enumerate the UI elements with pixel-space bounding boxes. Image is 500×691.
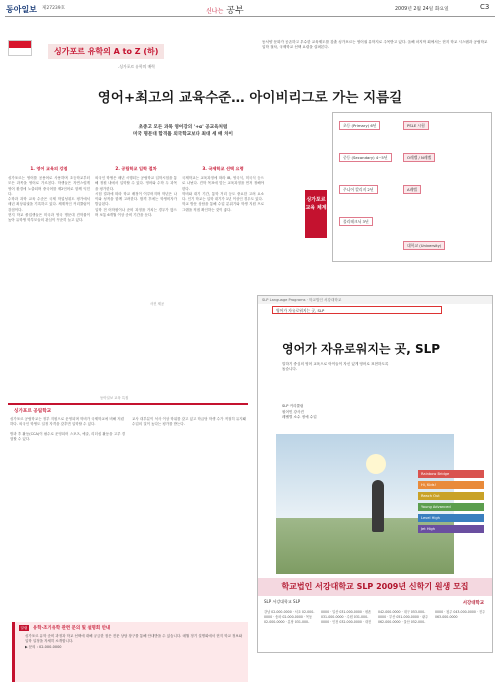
sun-glare [366, 454, 386, 474]
ad-headline: 영어가 자유로워지는 곳, SLP [282, 342, 441, 356]
diagram-node: 주니어 칼리지 2년 [339, 185, 378, 194]
column-heading: 3. 국제학교 선택 요령 [202, 166, 244, 171]
notice-body [25, 634, 245, 650]
article-column-2 [95, 160, 177, 218]
article-credit: 동아일보 교육 특집 [100, 396, 129, 400]
article-column-1 [8, 160, 90, 224]
column-heading: 2. 공립학교 입학 절차 [115, 166, 157, 171]
trumpet-player-figure [372, 480, 384, 532]
article-paragraph: 학교 방문 상담을 통해 수업 분위기와 학생 지원 프로그램을 직접 확인하는 것이 좋다. [182, 202, 264, 212]
notice-icon: 알림 [20, 626, 28, 630]
public-school-box [8, 403, 248, 618]
singapore-flag-icon [8, 40, 32, 56]
photo-credit: 사진 제공 [150, 302, 165, 306]
box-paragraph: 싱가포르 공립학교는 정부 지원으로 운영되며 학비가 국제학교에 비해 저렴하다. 외국인 학생도 일정 자격을 갖추면 입학할 수 있다. [10, 417, 124, 427]
diagram-node: PSLE 시험 [403, 121, 429, 130]
article-paragraph: 외국인 학생은 매년 시행되는 공립학교 입학시험을 통해 정원 내에서 입학할 수 있다. 영어와 수학 두 과목을 평가한다. [95, 176, 177, 191]
subheadline-line: 초중고 모든 과목 영어강의 '+α' 공교육처럼 [138, 125, 228, 130]
subheadline-line: 미국 명문대 합격률 외국학교보다 최대 세 배 차이 [133, 132, 233, 137]
ad-feature-item: 레벨별 소수 정예 수업 [282, 415, 317, 420]
ad-level-list [418, 470, 484, 536]
section-title [206, 3, 244, 16]
column-heading: 1. 영어 교육의 강점 [30, 166, 68, 171]
ad-features [282, 404, 442, 421]
diagram-node: 폴리테크닉 3년 [339, 217, 373, 226]
ad-subtext: 말하기 중심의 영어 교육으로 아이들이 자신 있게 영어로 표현하도록 돕습니다. [282, 362, 389, 372]
header-rule [5, 16, 495, 17]
section-title-a: 신나는 [206, 8, 224, 15]
article-paragraph: 싱가포르는 영어를 공용어로 사용하며 초등학교부터 모든 과목을 영어로 가르친다. 학생들은 자연스럽게 영어 환경에 노출되며 중국어를 제2언어로 함께 익힌다. [8, 176, 90, 196]
ad-feature-item: 원어민 강사진 [282, 409, 304, 414]
brand-logo: 동아일보 [6, 5, 37, 14]
notice-text: 싱가포르 유학 준비 과정과 학교 선택에 대해 궁금한 점은 전문 상담 창구를 통해 안내받을 수 있습니다. 매월 정기 설명회에서 현지 학교 정보와 입학 일정을 자세히 소개합니다. [25, 634, 243, 644]
level-badge: Level High [418, 514, 484, 522]
notice-heading: 유학·조기유학 관련 문의 및 설명회 안내 [33, 626, 111, 631]
diagram-node: A레벨 [403, 185, 421, 194]
diagram-side-label: 싱가포르 교육 체계 [305, 190, 327, 238]
ad-feature-item: SLP 커리큘럼 [282, 404, 304, 408]
sogang-logo: 서강대학교 [462, 601, 484, 606]
subheadline [118, 124, 248, 138]
article-paragraph: 현지 학교 졸업생들은 미국과 영국 명문대 진학률이 높아 유학생 학부모들의 관심이 꾸준히 늘고 있다. [8, 213, 90, 223]
ad-recruit-banner: 학교법인 서강대학교 SLP 2009년 신학기 원생 모집 [258, 578, 492, 596]
box-paragraph: 교사 대부분이 석사 이상 학위를 갖고 있고 학급당 학생 수가 적절히 유지돼 수업의 질이 높다는 평가를 받는다. [132, 417, 246, 427]
section-title-b: 공부 [226, 6, 244, 16]
ad-tagline: 영어가 자유로워지는 곳, SLP [272, 306, 442, 314]
box-paragraph: 방과 후 활동(CCA)이 필수로 운영되어 스포츠, 예술, 리더십 활동을 고루 경험할 수 있다. [10, 431, 125, 441]
main-headline: 영어+최고의 교육수준… 아이비리그로 가는 지름길 [97, 90, 403, 106]
level-badge: Reach Out [418, 492, 484, 500]
article-paragraph: 입학 전 어학원이나 준비 과정을 거치는 경우가 많으며 보통 6개월 이상 준비 기간을 둔다. [95, 207, 177, 218]
ad-top-bar: SLP Language Programs · 학교법인 서강대학교 [258, 296, 492, 304]
series-byline: -싱가포르 유학의 매력 [118, 64, 155, 69]
issue-date: 2009년 2월 24일 화요일 [395, 7, 449, 12]
series-intro: 동서양 문화가 공존하고 우수한 교육제도를 갖춘 싱가포르는 영어권 유학지로 주목받고 있다. 올해 마지막 회에서는 현지 학교 시스템과 공립학교 입학 절차, 국제학교 선택 요령을 살펴본다. [262, 40, 488, 50]
education-system-diagram [332, 112, 492, 262]
article-paragraph: 수학과 과학 교육 수준은 국제 학업성취도 평가에서 매년 최상위권을 기록하고 있다. 체계적인 커리큘럼이 강점이다. [8, 197, 90, 212]
diagram-node: O레벨 / N레벨 [403, 153, 435, 162]
slp-advertisement[interactable] [257, 295, 493, 653]
notice-contact: ▶ 문의 : 02-000-0000 [25, 644, 62, 649]
level-badge: Jet High [418, 525, 484, 533]
article-column-3 [182, 160, 264, 213]
article-paragraph: 국제학교는 교육과정에 따라 IB, 영국식, 미국식 등으로 나뉜다. 진학 목표에 맞는 교육과정을 먼저 정해야 한다. [182, 176, 264, 191]
ad-branch-list: 강남 02-000-0000 · 서초 02-000-0000 · 송파 02-000-0000 · 목동 02-000-0000 · 분당 031-000-0000 · 일산 031-000-0000 · 평촌 031-000-0000 · 수원 031-000-0000 · 인천 032-000-0000 · 대전 042-000-0000 · 대구 053-000-0000 · 부산 051-000-0000 · 광주 062-000-0000 · 울산 052-000-0000 · 청주 043-000-0000 · 전주 063-000-0000 [264, 610, 486, 624]
level-badge: Rainbow Bridge [418, 470, 484, 478]
level-badge: Young Advanced [418, 503, 484, 511]
page-number: C3 [480, 3, 490, 11]
box-heading: 싱가포르 공립학교 [14, 409, 52, 414]
series-title: 싱가포르 유학의 A to Z (하) [48, 44, 164, 59]
level-badge: Hi, Kids! [418, 481, 484, 489]
diagram-node: 초등 (Primary) 6년 [339, 121, 380, 130]
diagram-node: 중등 (Secondary) 4~5년 [339, 153, 392, 162]
diagram-node: 대학교 (University) [403, 241, 445, 250]
issue-number: 제27239호 [42, 6, 66, 11]
article-paragraph: 학비와 대기 기간, 통학 거리 등도 중요한 고려 요소다. 인기 학교는 입학 대기가 1년 이상인 경우도 있다. [182, 191, 264, 202]
ad-school-name: SLP 서강대학교 SLP [264, 599, 301, 604]
article-paragraph: 시험 결과에 따라 학교 배정이 이루어지며 학년은 나이와 성적을 함께 고려한다. 합격 후에는 학생비자가 발급된다. [95, 191, 177, 207]
inquiry-notice-box [12, 622, 248, 682]
